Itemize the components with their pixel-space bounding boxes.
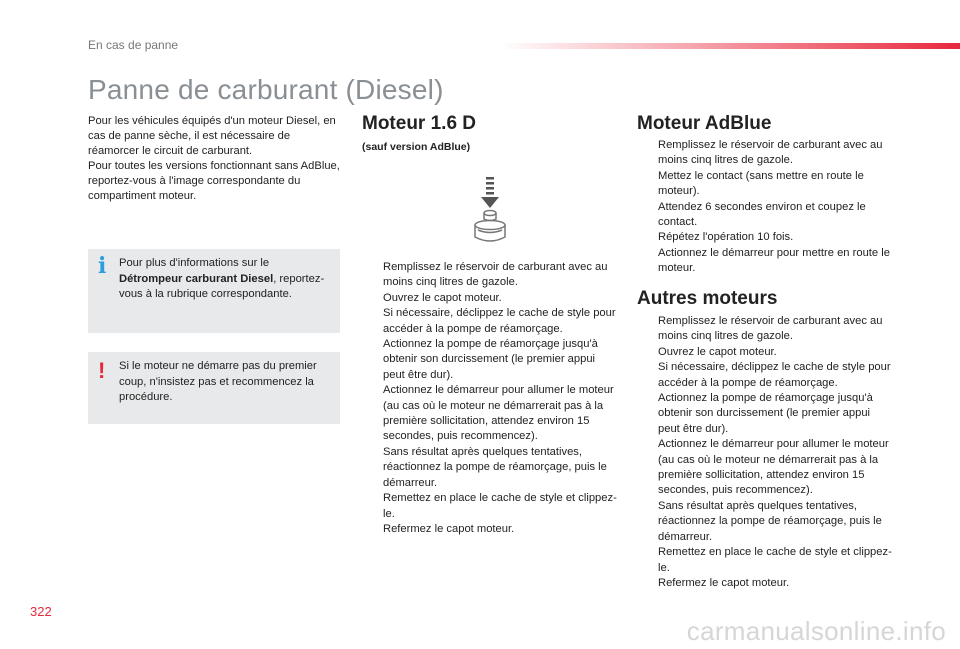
step-text: Sans résultat après quelques tentatives, réactionnez la pompe de réamorçage, puis le démarreur. — [383, 445, 607, 489]
intro-text — [88, 114, 340, 204]
info-note — [88, 249, 340, 333]
step-text: Remplissez le réservoir de carburant avec au moins cinq litres de gazole. — [383, 261, 608, 289]
step-item — [637, 345, 892, 360]
step-text: Mettez le contact (sans mettre en route le moteur). — [658, 169, 864, 198]
watermark: carmanualsonline.info — [686, 616, 946, 646]
step-item — [362, 291, 617, 306]
step-item — [637, 169, 892, 200]
step-item — [362, 383, 617, 445]
priming-pump-icon — [470, 175, 510, 247]
intro-paragraph-2: Pour toutes les versions fonctionnant sans AdBlue, reportez-vous à l'image correspondante du compartiment moteur. — [88, 160, 340, 202]
warning-note — [88, 352, 340, 424]
step-text: Si nécessaire, déclippez le cache de style pour accéder à la pompe de réamorçage. — [383, 307, 616, 335]
step-item — [637, 230, 892, 245]
step-text: Répétez l'opération 10 fois. — [658, 231, 794, 244]
step-text: Ouvrez le capot moteur. — [383, 291, 502, 304]
info-icon: i — [98, 253, 107, 279]
header-accent-line — [500, 43, 960, 49]
page-title: Panne de carburant (Diesel) — [88, 74, 444, 105]
step-text: Attendez 6 secondes environ et coupez le contact. — [658, 200, 866, 229]
step-item — [637, 545, 892, 576]
info-note-text — [119, 256, 331, 303]
step-item — [637, 360, 892, 391]
step-text: Remettez en place le cache de style et clippez-le. — [658, 546, 892, 574]
step-item — [637, 138, 892, 169]
step-text: Actionnez le démarreur pour mettre en route le moteur. — [658, 246, 890, 275]
step-text: Si nécessaire, déclippez le cache de style pour accéder à la pompe de réamorçage. — [658, 361, 891, 389]
step-item — [362, 260, 617, 291]
step-text: Refermez le capot moteur. — [658, 576, 790, 589]
step-text: Actionnez le démarreur pour allumer le moteur (au cas où le moteur ne démarrerait pas à la première sollicitation, attendez environ 15 secondes, puis recommencez). — [383, 384, 614, 443]
warning-note-text: Si le moteur ne démarre pas du premier coup, n'insistez pas et recommencez la procédure. — [119, 360, 317, 403]
step-text: Actionnez la pompe de réamorçage jusqu'à obtenir son durcissement (le premier appui peut être dur). — [383, 338, 598, 381]
exclamation-icon: ! — [98, 358, 106, 383]
step-item — [637, 200, 892, 231]
step-item — [637, 576, 892, 591]
heading-moteur-adblue: Moteur AdBlue — [637, 113, 772, 134]
info-note-text-start: Pour plus d'informations sur le — [119, 257, 270, 269]
intro-paragraph-1: Pour les véhicules équipés d'un moteur Diesel, en cas de panne sèche, il est nécessaire de réamorcer le circuit de carburant. — [88, 115, 336, 157]
step-item — [362, 491, 617, 522]
step-text: Actionnez le démarreur pour allumer le moteur (au cas où le moteur ne démarrerait pas à la première sollicitation, attendez environ 15 secondes, puis recommencez). — [658, 438, 889, 497]
info-note-bold: Détrompeur carburant Diesel — [119, 272, 274, 285]
heading-moteur-16d: Moteur 1.6 D — [362, 113, 477, 134]
step-item — [362, 337, 617, 383]
step-item — [637, 499, 892, 545]
step-text: Remettez en place le cache de style et clippez-le. — [383, 492, 617, 520]
step-text: Refermez le capot moteur. — [383, 522, 515, 535]
info-note-text-end: , reportez-vous à la rubrique correspondante. — [119, 272, 325, 300]
step-text: Actionnez la pompe de réamorçage jusqu'à obtenir son durcissement (le premier appui peut être dur). — [658, 392, 873, 435]
step-text: Remplissez le réservoir de carburant avec au moins cinq litres de gazole. — [658, 315, 883, 343]
steps-moteur-adblue — [637, 138, 892, 277]
step-text: Ouvrez le capot moteur. — [658, 345, 777, 358]
step-text: Sans résultat après quelques tentatives, réactionnez la pompe de réamorçage, puis le démarreur. — [658, 499, 882, 543]
steps-autres-moteurs — [637, 314, 892, 591]
step-item — [637, 391, 892, 437]
step-item — [362, 445, 617, 491]
steps-moteur-16d — [362, 260, 617, 537]
page-number: 322 — [30, 604, 52, 619]
heading-autres-moteurs: Autres moteurs — [637, 288, 778, 309]
step-item — [637, 314, 892, 345]
step-item — [637, 437, 892, 499]
subheading-sauf-adblue: (sauf version AdBlue) — [362, 141, 471, 153]
step-item — [637, 246, 892, 277]
step-text: Remplissez le réservoir de carburant avec au moins cinq litres de gazole. — [658, 139, 883, 167]
step-item — [362, 522, 617, 537]
step-item — [362, 306, 617, 337]
section-label: En cas de panne — [88, 38, 179, 52]
